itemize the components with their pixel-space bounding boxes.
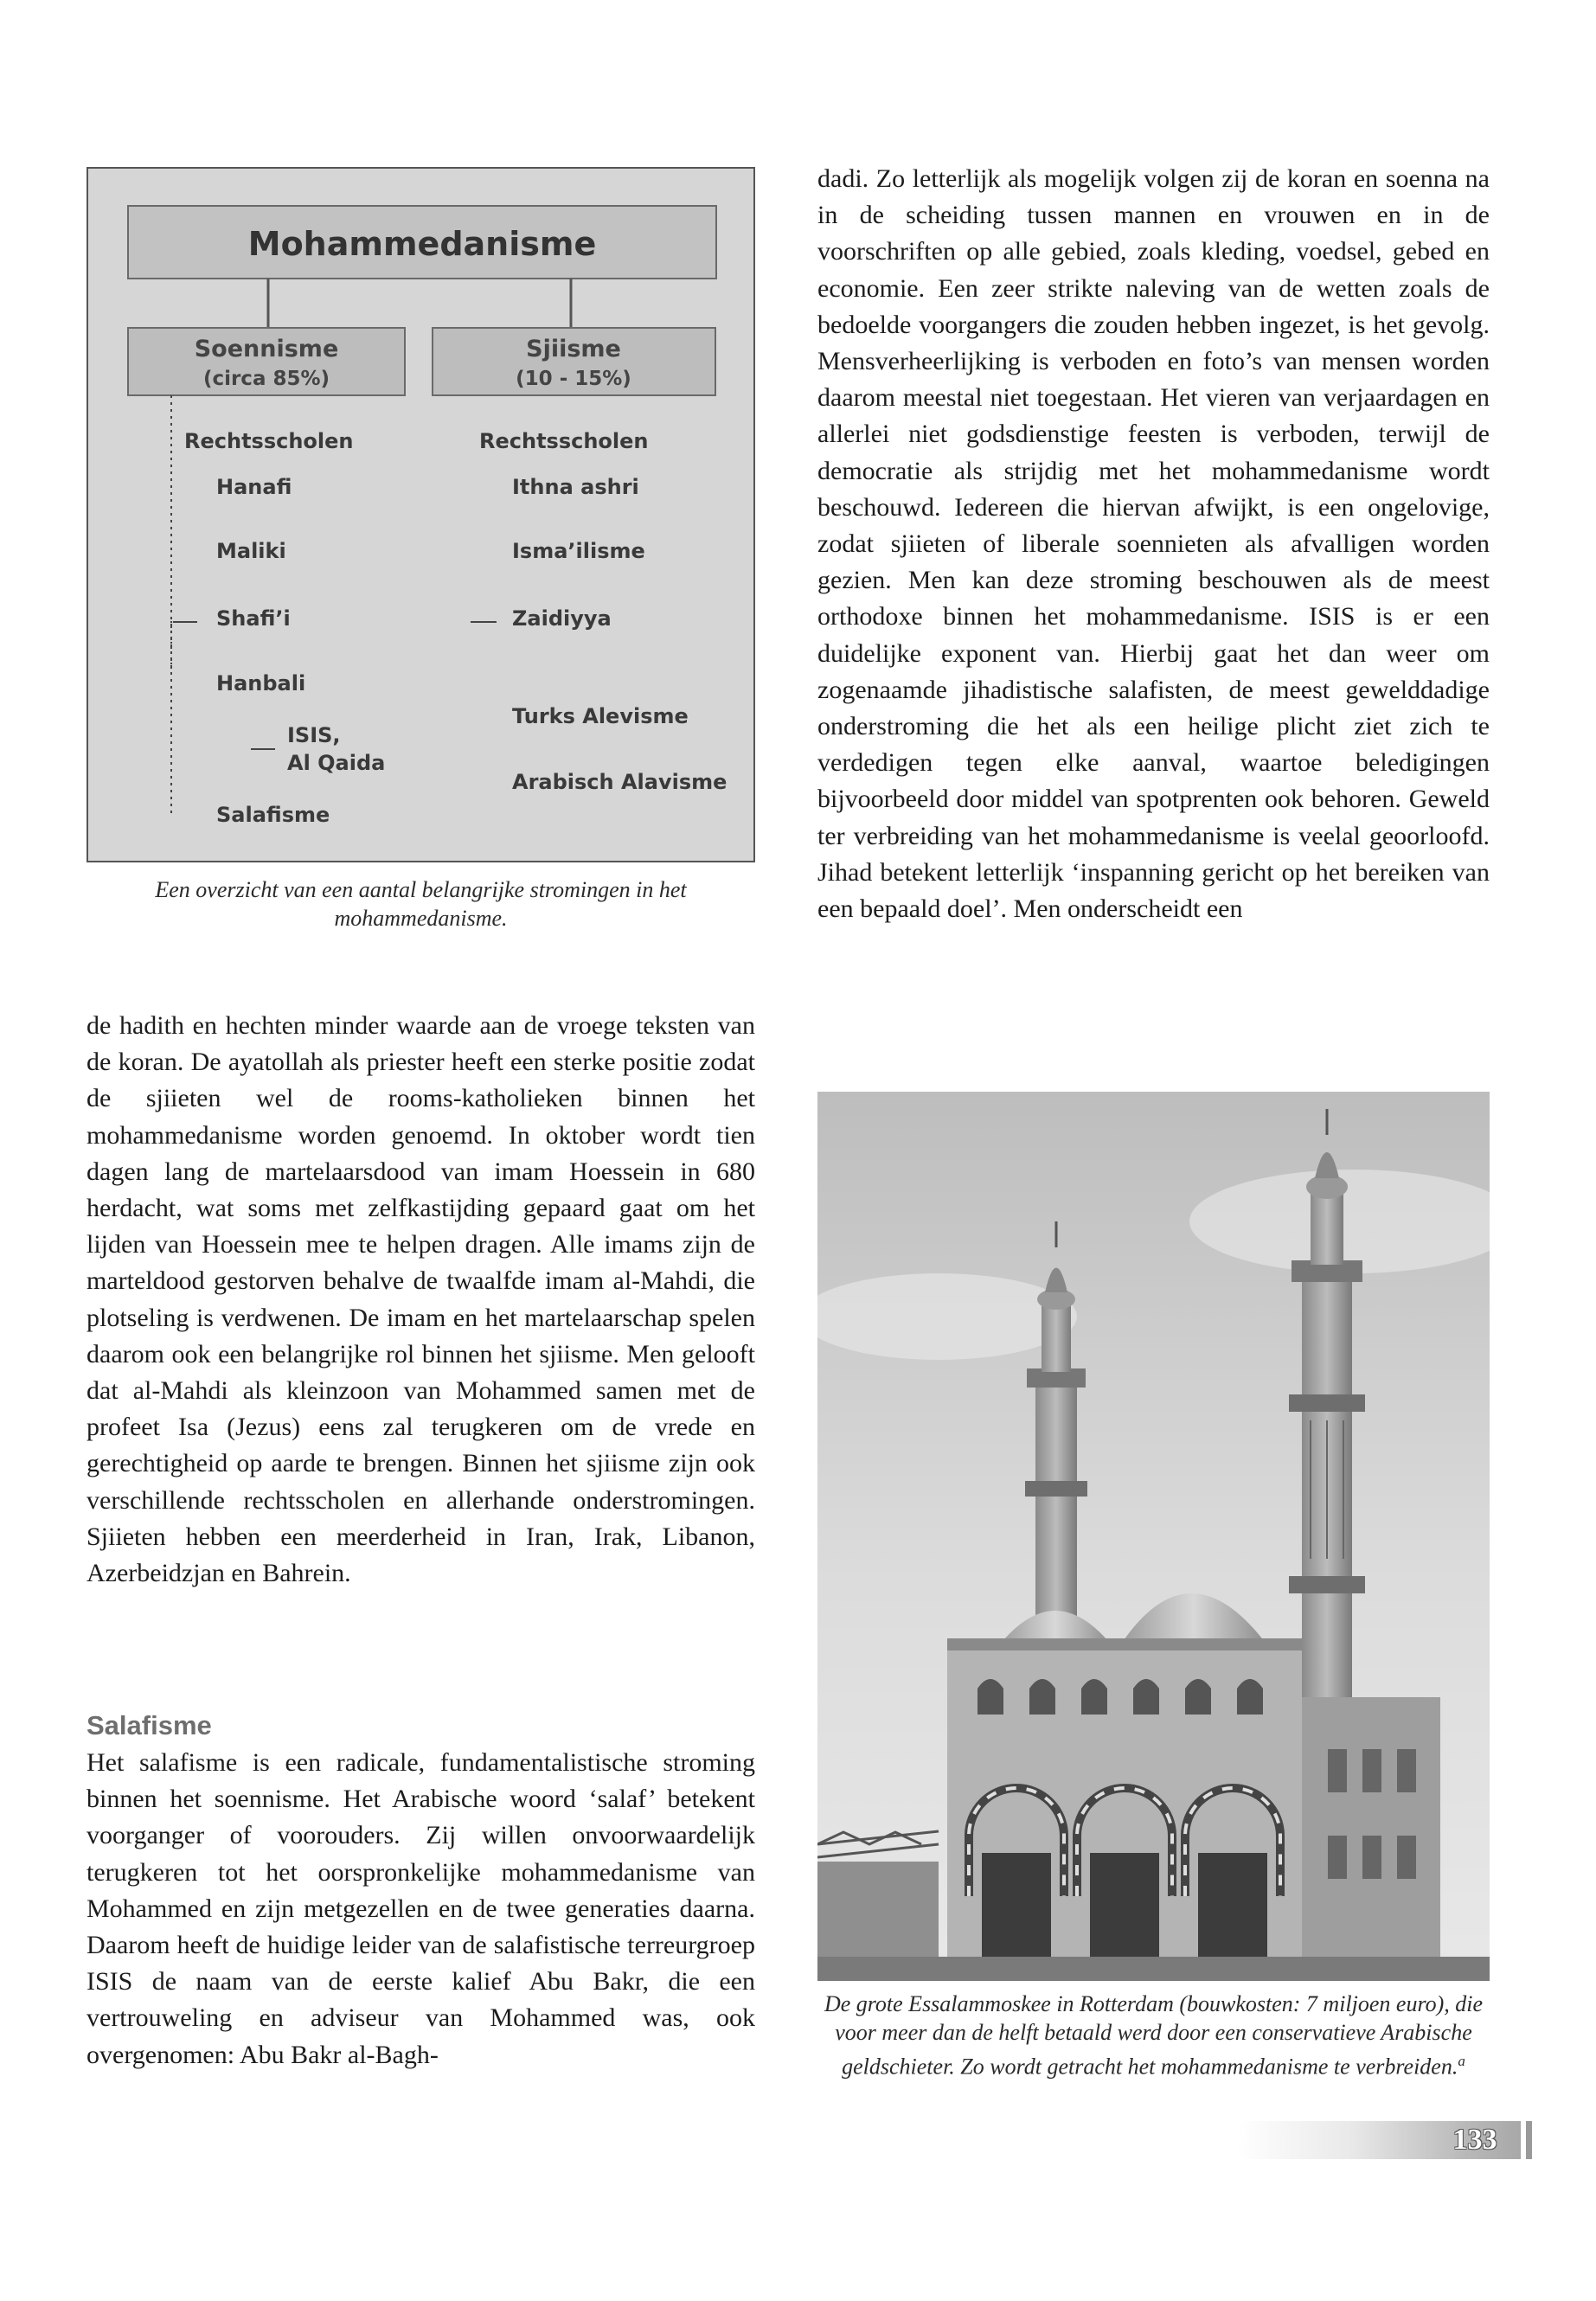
page-number: 133 xyxy=(1452,2124,1497,2156)
sunni-school-shafii: Shafi’i xyxy=(216,606,291,631)
right-paragraph: dadi. Zo letterlijk als mogelijk volgen zij de koran en soenna na in de scheiding tussen mannen en vrouwen en in de voorschriften op alle gebied, zoals kleding, voedsel, gebed en economie. Een zeer strikte naleving van de wetten zoals de bedoelde voorgangers die zouden hebben ingezet, is het gevolg. Mensverheerlijking is verboden en foto’s van mensen worden daarom meestal niet toegestaan. Het vieren van verjaardagen en allerlei niet godsdienstige feesten is verboden, terwijl de democratie als strijdig met het mohammedanisme wordt beschouwd. Iedereen die hiervan afwijkt, is een ongelovige, zodat sjiieten of liberale soennieten als afvalligen worden gezien. Men kan deze stroming beschouwen als de meest orthodoxe binnen het mohammedanisme. ISIS is er een duidelijke exponent van. Hierbij gaat het dan weer om zogenaamde jihadistische salafisten, de meest gewelddadige onderstroming die het als een heilige plicht ziet zich te verdedigen tegen elke aanval, waartoe beledigingen bijvoorbeeld door middel van spotprenten ook behoren. Geweld ter verbreiding van het mohammedanisme is veelal geoorloofd. Jihad betekent letterlijk ‘inspanning gericht op het bereiken van een bepaald doel’. Men onderscheidt een xyxy=(817,164,1490,924)
shia-schools-label: Rechtsscholen xyxy=(479,429,649,453)
shia-other-arab-alawism: Arabisch Alavisme xyxy=(512,770,727,794)
left-paragraph-2: Het salafisme is een radicale, fundamentalistische stroming binnen het soennisme. Het Arabische woord ‘salaf’ betekent voorganger of voorouders. Zij willen onvoorwaardelijk terugkeren tot het oorspronkelijke mohammedanisme van Mohammed en zijn metgezellen en de twee generaties daarna. Daarom heeft de huidige leider van de salafistische terreurgroep ISIS de naam van de eerste kalief Abu Bakr, die een vertrouweling en adviseur van Mohammed was, ook overgenomen: Abu Bakr al-Bagh- xyxy=(87,1748,755,2069)
sunni-schools-label: Rechtsscholen xyxy=(184,429,354,453)
sunni-name: Soennisme xyxy=(194,336,339,362)
page-number-tick xyxy=(1526,2121,1532,2159)
sunni-school-hanbali: Hanbali xyxy=(216,671,306,695)
diagram-caption: Een overzicht van een aantal belangrijke stromingen in het mohammedanisme. xyxy=(155,877,687,931)
shia-other-turkish-alevism: Turks Alevisme xyxy=(512,704,689,728)
shia-school-ithna-ashri: Ithna ashri xyxy=(512,475,639,499)
shia-name: Sjiisme xyxy=(526,336,621,362)
shia-share: (10 - 15%) xyxy=(516,368,631,390)
offshoot-alqaida: Al Qaida xyxy=(287,751,386,775)
salafism-label: Salafisme xyxy=(216,803,330,827)
offshoot-isis: ISIS, xyxy=(287,723,341,747)
diagram-svg xyxy=(87,167,755,862)
sunni-share: (circa 85%) xyxy=(202,368,330,390)
photo-caption xyxy=(817,1990,1490,2081)
denominations-diagram xyxy=(87,167,755,862)
shia-school-zaidiyya: Zaidiyya xyxy=(512,606,612,631)
shia-school-ismailism: Isma’ilisme xyxy=(512,539,645,563)
photo-caption-footnote: a xyxy=(1458,2053,1465,2069)
mosque-photo xyxy=(817,1092,1490,1981)
left-paragraph-1: de hadith en hechten minder waarde aan de vroege teksten van de koran. De ayatollah als priester heeft een sterke positie zodat de sjiieten wel de rooms-katholieken binnen het mohammedanisme worden genoemd. In oktober wordt tien dagen lang de martelaarsdood van imam Hoessein in 680 herdacht, wat soms met zelfkastijding gepaard gaat om het lijden van Hoessein mee te helpen dragen. Alle imams zijn de marteldood gestorven behalve de twaalfde imam al-Mahdi, die plotseling is verdwenen. De imam en het martelaarschap spelen daarom ook een belangrijke rol binnen het sjiisme. Men gelooft dat al-Mahdi als kleinzoon van Mohammed samen met de profeet Isa (Jezus) eens zal terugkeren om de vrede en gerechtigheid op aarde te brengen. Binnen het sjiisme zijn ook verschillende rechtsscholen en allerhande onderstromingen. Sjiieten hebben een meerderheid in Iran, Irak, Libanon, Azerbeidzjan en Bahrein. xyxy=(87,1011,755,1588)
section-heading-salafism: Salafisme xyxy=(87,1710,212,1740)
mosque-illustration xyxy=(817,1092,1490,1981)
diagram-title: Mohammedanisme xyxy=(247,225,597,263)
sunni-school-hanafi: Hanafi xyxy=(216,475,292,499)
sunni-school-maliki: Maliki xyxy=(216,539,286,563)
photo-caption-text: De grote Essalammoskee in Rotterdam (bouwkosten: 7 miljoen euro), die voor meer dan de helft betaald werd door een conservatieve Arabische geldschieter. Zo wordt getracht het mohammedanisme te verbreiden. xyxy=(824,1991,1484,2080)
